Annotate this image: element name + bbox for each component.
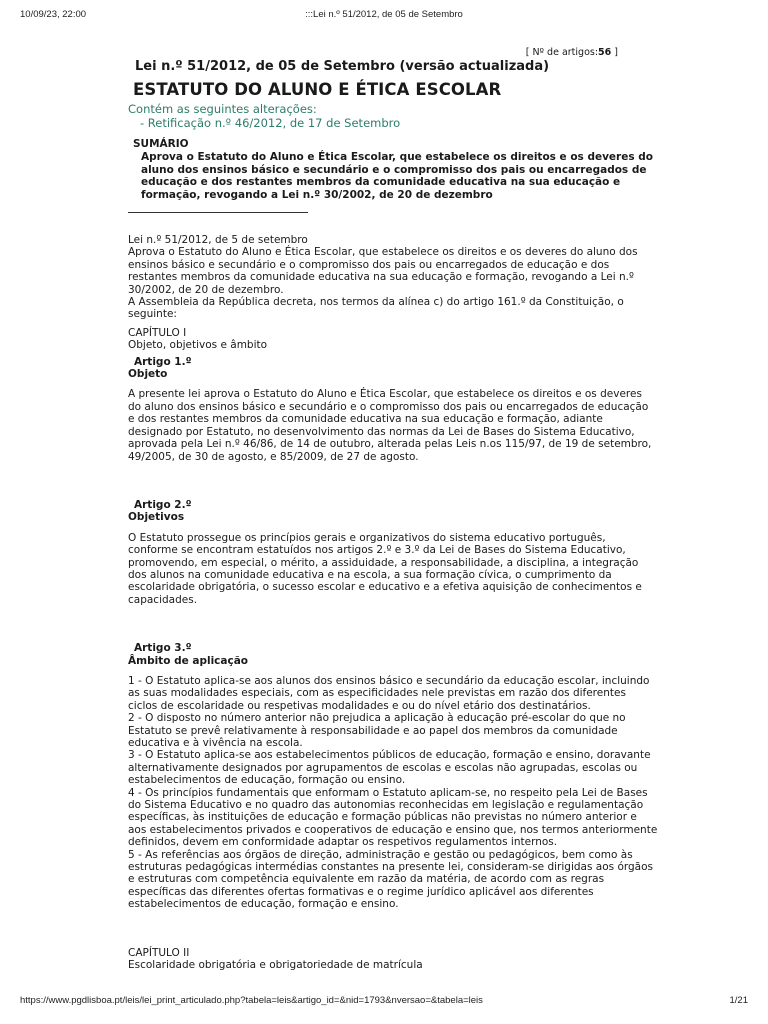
print-datetime: 10/09/23, 22:00 xyxy=(20,9,87,20)
print-page-title: :::Lei n.º 51/2012, de 05 de Setembro xyxy=(305,9,463,20)
article-paragraph: A presente lei aprova o Estatuto do Aluno e Ética Escolar, que estabelece os direitos e os deveres do aluno dos ensinos básico e secundário e o compromisso dos pais ou encarregados de educação e dos restantes membros da comunidade educativa na sua educação e formação, adiante designado por Estatuto, no desenvolvimento das normas da Lei de Bases do Sistema Educativo, aprovada pela Lei n.º 46/86, de 14 de outubro, alterada pelas Leis n.os 115/97, de 19 de setembro, 49/2005, de 30 de agosto, e 85/2009, de 27 de agosto. xyxy=(128,388,652,463)
article-paragraph: 4 - Os princípios fundamentais que enformam o Estatuto aplicam-se, no respeito pela Lei de Bases do Sistema Educativo e no quadro das autonomias reconhecidas em legislação e regulamentação específicas, às instituições de educação e formação públicas não previstas no número anterior e aos estabelecimentos privados e cooperativos de educação e ensino que, nos termos anteriormente definidos, devem em conformidade adaptar os respetivos regulamentos internos. xyxy=(128,786,658,849)
intro-law-reference: Lei n.º 51/2012, de 5 de setembro xyxy=(128,234,308,246)
article-count-value: 56 xyxy=(598,47,612,58)
statute-title: ESTATUTO DO ALUNO E ÉTICA ESCOLAR xyxy=(133,80,502,99)
article-number: Artigo 2.º xyxy=(134,498,192,511)
summary-text: Aprova o Estatuto do Aluno e Ética Escolar, que estabelece os direitos e os deveres do aluno dos ensinos básico e secundário e o compromisso dos pais ou encarregados de educação e dos restantes membros da comunidade educativa na sua educação e formação, revogando a Lei n.º 30/2002, de 20 de dezembro xyxy=(141,151,653,201)
summary-heading: SUMÁRIO xyxy=(133,138,189,150)
article-count-label: [ Nº de artigos: xyxy=(525,47,599,58)
article-number: Artigo 3.º xyxy=(134,642,192,655)
article-count xyxy=(526,47,618,58)
chapter-title: Objeto, objetivos e âmbito xyxy=(128,339,268,352)
law-body xyxy=(128,234,658,972)
article-title: Objetivos xyxy=(128,511,185,524)
article-paragraph: 2 - O disposto no número anterior não prejudica a aplicação à educação pré-escolar do que no Estatuto se prevê relativamente à responsabilidade e ao papel dos membros da comunidade educativa e à vivência na escola. xyxy=(128,712,626,749)
chapter-label: CAPÍTULO II xyxy=(128,946,190,959)
article-paragraph: 3 - O Estatuto aplica-se aos estabelecimentos públicos de educação, formação e ensino, doravante alternativamente designados por agrupamentos de escolas e escolas não agrupadas, escolas ou estabelecimentos de educação, formação ou ensino. xyxy=(128,749,651,787)
article-number: Artigo 1.º xyxy=(134,355,192,368)
law-title: Lei n.º 51/2012, de 05 de Setembro (versão actualizada) xyxy=(135,59,550,74)
alterations-heading: Contém as seguintes alterações: xyxy=(128,102,317,116)
chapter-label: CAPÍTULO I xyxy=(128,326,187,339)
intro-decree: A Assembleia da República decreta, nos termos da alínea c) do artigo 161.º da Constituição, o seguinte: xyxy=(128,296,624,321)
print-header xyxy=(0,9,768,25)
print-url: https://www.pgdlisboa.pt/leis/lei_print_articulado.php?tabela=leis&artigo_id=&nid=1793&nversao=&tabela=leis xyxy=(20,995,483,1006)
divider xyxy=(128,212,308,213)
intro-description: Aprova o Estatuto do Aluno e Ética Escolar, que estabelece os direitos e os deveres do aluno dos ensinos básico e secundário e o compromisso dos pais ou encarregados de educação e dos restantes membros da comunidade educativa na sua educação e formação, revogando a Lei n.º 30/2002, de 20 de dezembro. xyxy=(128,246,638,296)
chapter-title: Escolaridade obrigatória e obrigatoriedade de matrícula xyxy=(128,959,423,972)
article-count-suffix: ] xyxy=(611,47,618,58)
alteration-link[interactable]: - Retificação n.º 46/2012, de 17 de Setembro xyxy=(140,116,401,130)
article-title: Objeto xyxy=(128,368,168,381)
article-paragraph: 5 - As referências aos órgãos de direção, administração e gestão ou pedagógicos, bem como às estruturas pedagógicas intermédias constantes na presente lei, consideram-se dirigidas aos órgãos e estruturas com competência equivalente em razão da matéria, de acordo com as regras específicas das diferentes ofertas formativas e o regime jurídico aplicável aos diferentes estabelecimentos de educação, formação e ensino. xyxy=(128,848,653,911)
article-title: Âmbito de aplicação xyxy=(128,654,248,667)
article-paragraph: 1 - O Estatuto aplica-se aos alunos dos ensinos básico e secundário da educação escolar, incluindo as suas modalidades especiais, com as especificidades nele previstas em razão dos diferentes ciclos de escolaridade ou respetivas modalidades e ou do nível etário dos destinatários. xyxy=(128,674,650,712)
page-number: 1/21 xyxy=(729,995,748,1006)
article-paragraph: O Estatuto prossegue os princípios gerais e organizativos do sistema educativo português, conforme se encontram estatuídos nos artigos 2.º e 3.º da Lei de Bases do Sistema Educativo, promovendo, em especial, o mérito, a assiduidade, a responsabilidade, a disciplina, a integração dos alunos na comunidade educativa e na escola, a sua formação cívica, o cumprimento da escolaridade obrigatória, o sucesso escolar e educativo e a efetiva aquisição de conhecimentos e capacidades. xyxy=(128,531,642,606)
